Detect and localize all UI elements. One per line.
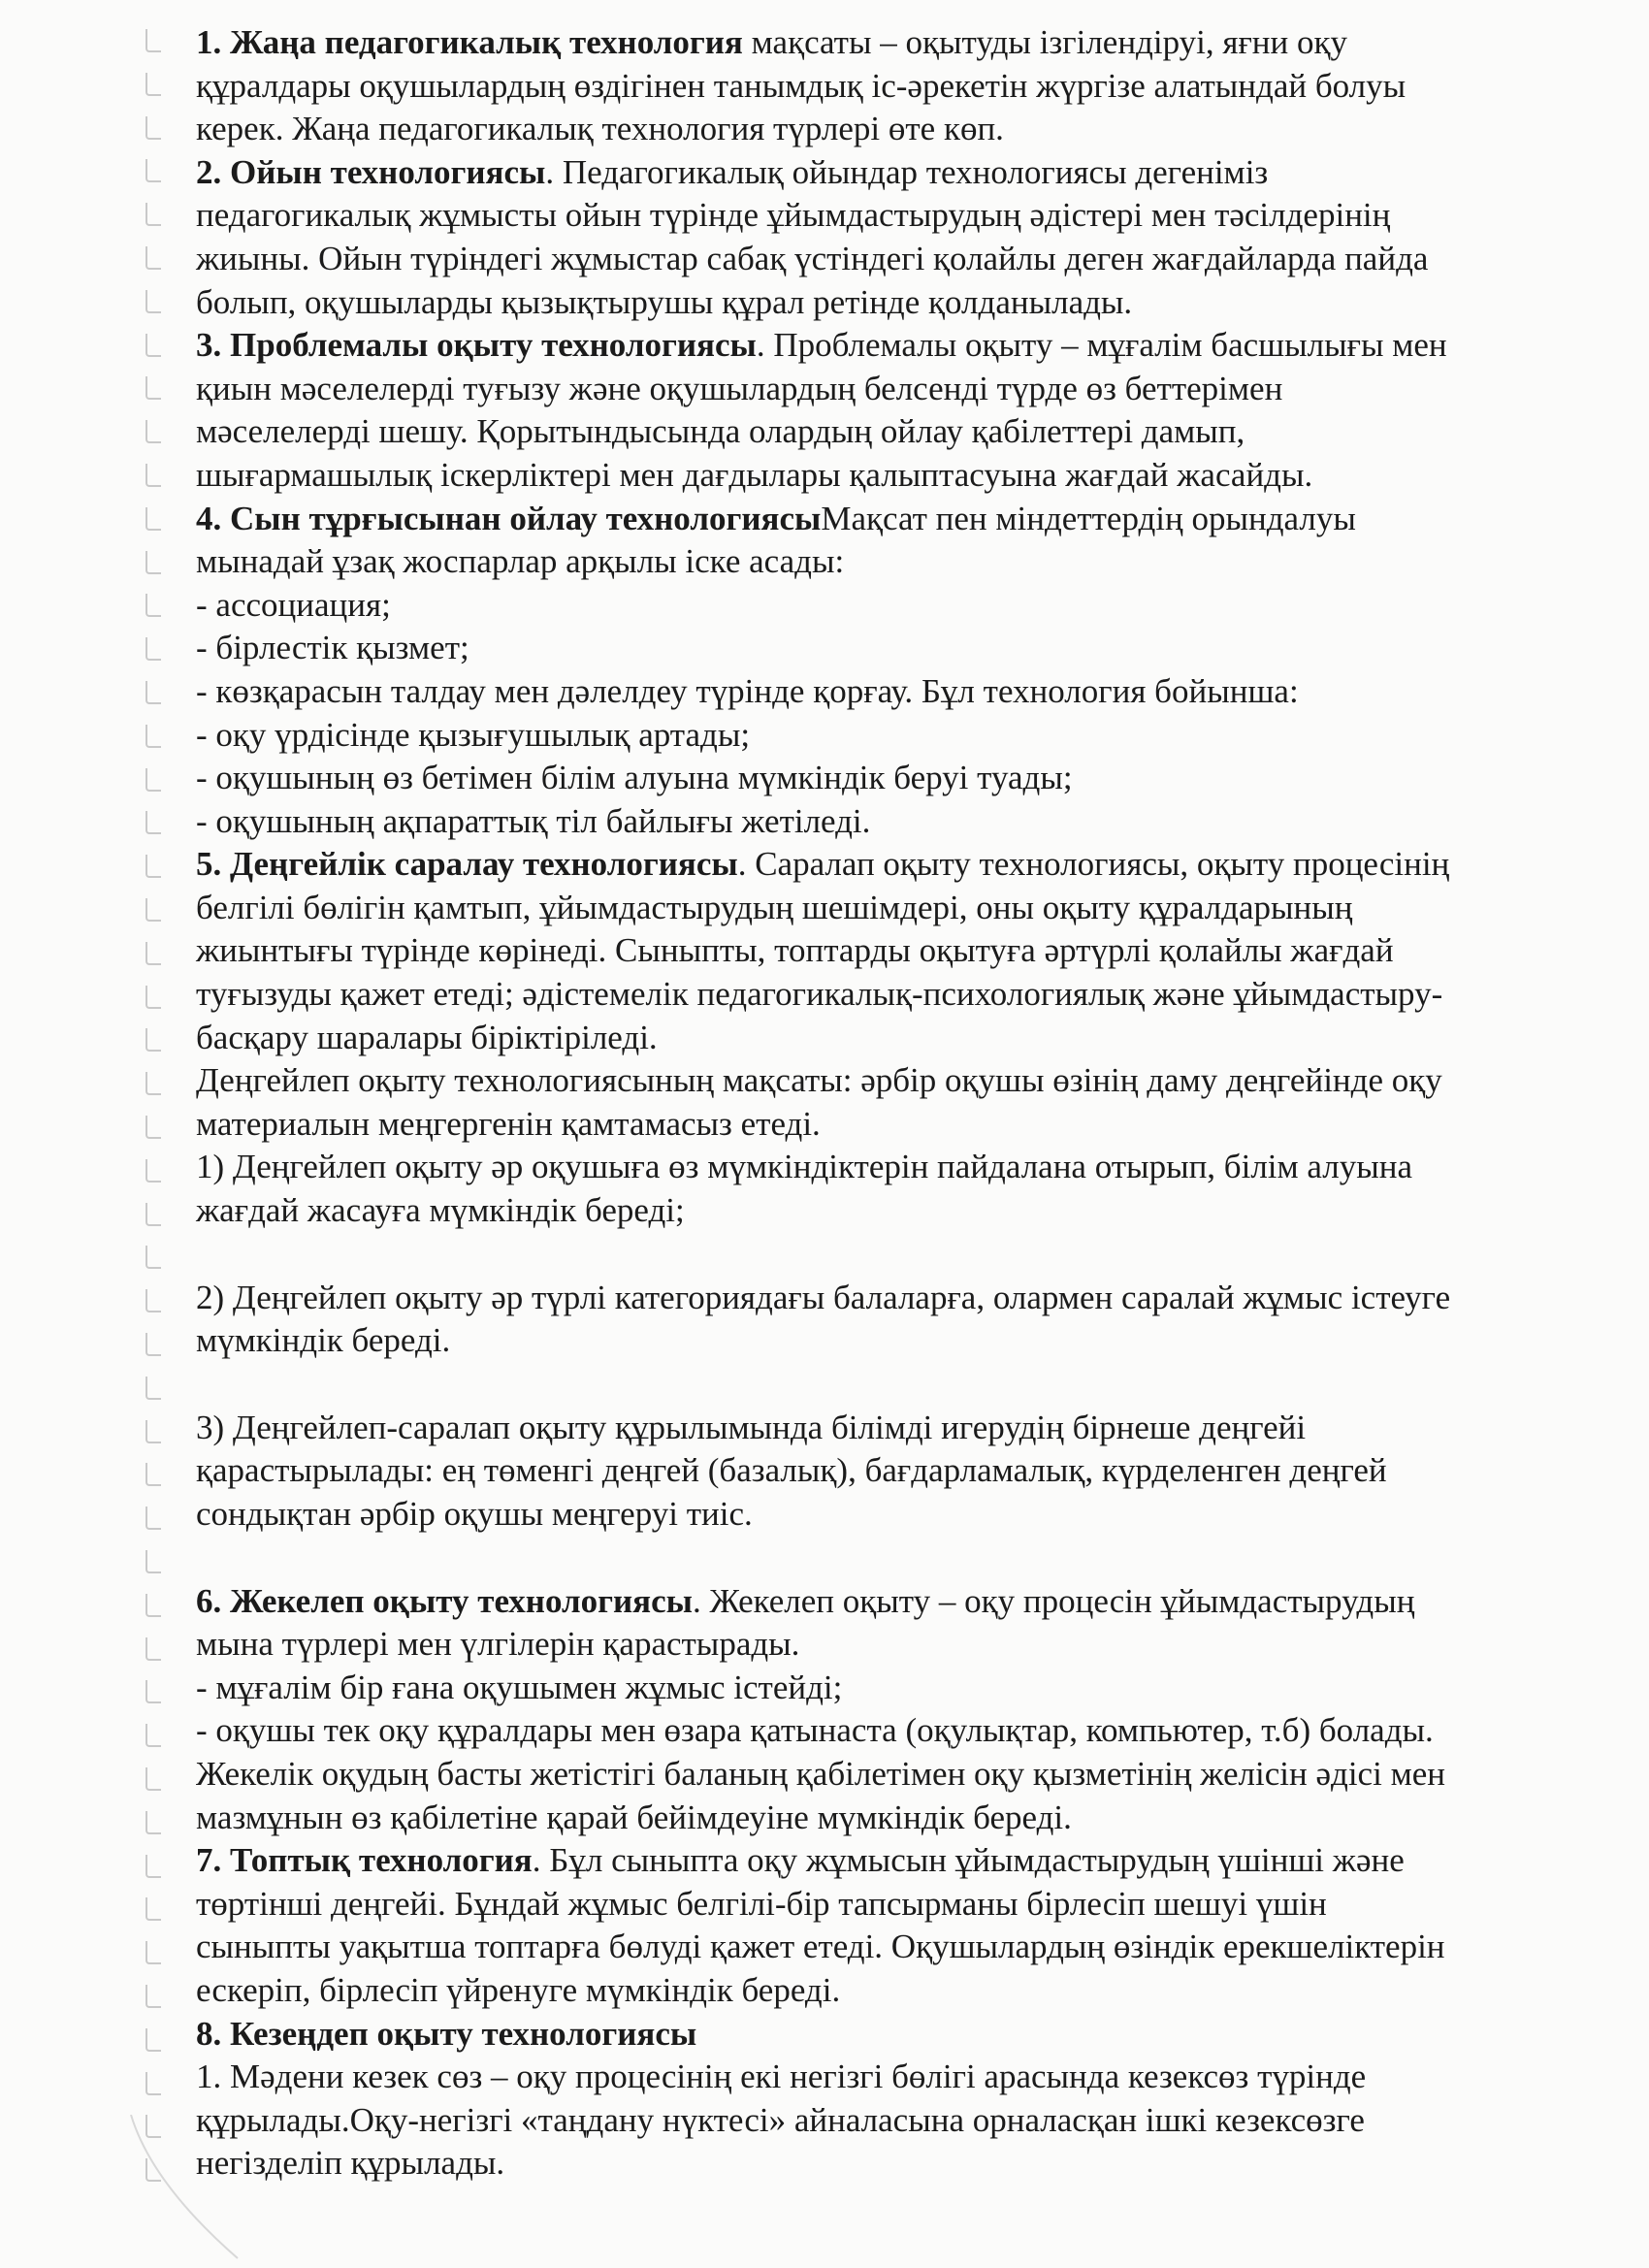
section-8 — [196, 2013, 1602, 2186]
section-2 — [196, 151, 1602, 324]
binding-ring-mark — [146, 1289, 161, 1312]
binding-ring-mark — [146, 811, 161, 834]
section-8-title: 8. Кезеңдеп оқыту технологиясы — [196, 2014, 697, 2053]
section-7-title: 7. Топтық технология — [196, 1841, 533, 1880]
blank-line — [196, 1233, 1602, 1277]
section-5-point-2-line-2: мүмкіндік береді. — [196, 1321, 451, 1360]
section-3 — [196, 324, 1602, 497]
binding-ring-mark — [146, 73, 161, 96]
binding-ring-mark — [146, 1028, 161, 1052]
binding-ring-mark — [146, 334, 161, 357]
binding-ring-mark — [146, 464, 161, 487]
section-4-line-1: 4. Сын тұрғысынан ойлау технологиясыМақсат пен міндеттердің орындалуы — [196, 499, 1356, 537]
section-4-title: 4. Сын тұрғысынан ойлау технологиясы — [196, 499, 822, 537]
section-1 — [196, 21, 1602, 151]
section-5-point-3-line-3: сондықтан әрбір оқушы меңгеруі тиіс. — [196, 1495, 753, 1533]
section-2-line-2: педагогикалық жұмысты ойын түрінде ұйымдастырудың әдістері мен тәсілдерінің — [196, 196, 1391, 235]
blank-line — [196, 1537, 1602, 1580]
binding-ring-mark — [146, 942, 161, 965]
binding-ring-mark — [146, 507, 161, 531]
binding-ring-mark — [146, 1072, 161, 1095]
binding-ring-mark — [146, 290, 161, 313]
section-7-line-3: сыныпты уақытша топтарға бөлуді қажет етеді. Оқушылардың өзіндік ерекшеліктерін — [196, 1928, 1445, 1966]
section-6-line-4: - оқушы тек оқу құралдары мен өзара қатынаста (оқулықтар, компьютер, т.б) болады. — [196, 1711, 1434, 1750]
binding-ring-mark — [146, 1767, 161, 1791]
binding-ring-mark — [146, 1246, 161, 1269]
binding-ring-mark — [146, 551, 161, 574]
binding-ring-mark — [146, 203, 161, 226]
section-5-line-2: белгілі бөлігін қамтып, ұйымдастырудың шешімдері, оны оқыту құралдарының — [196, 888, 1353, 926]
binding-ring-mark — [146, 420, 161, 443]
binding-ring-mark — [146, 1116, 161, 1139]
section-3-title: 3. Проблемалы оқыту технологиясы — [196, 326, 757, 365]
binding-ring-mark — [146, 1463, 161, 1486]
section-3-line-2: қиын мәселелерді туғызу және оқушылардың белсенді түрде өз беттерімен — [196, 369, 1283, 407]
section-2-line-4: болып, оқушыларды қызықтырушы құрал ретінде қолданылады. — [196, 282, 1133, 321]
section-2-line-3: жиыны. Ойын түріндегі жұмыстар сабақ үстіндегі қолайлы деген жағдайларда пайда — [196, 239, 1429, 277]
blank-line — [196, 1363, 1602, 1407]
binding-ring-mark — [146, 376, 161, 400]
section-1-line-1: 1. Жаңа педагогикалық технология мақсаты – оқытуды ізгілендіруі, яғни оқу — [196, 23, 1348, 61]
section-5 — [196, 843, 1602, 1579]
binding-ring-mark — [146, 768, 161, 792]
section-1-line-3: керек. Жаңа педагогикалық технология түрлері өте көп. — [196, 110, 1004, 148]
binding-ring-mark — [146, 1985, 161, 2008]
binding-ring-mark — [146, 594, 161, 617]
section-6-line-5: Жекелік оқудың басты жетістігі баланың қабілетімен оқу қызметінің желісін әдісі мен — [196, 1754, 1445, 1793]
page-corner-crease — [126, 2115, 242, 2260]
section-4-list-item: - көзқарасын талдау мен дәлелдеу түрінде қорғау. Бұл технология бойынша: — [196, 671, 1299, 710]
binding-ring-mark — [146, 1333, 161, 1356]
section-7-line-2: төртінші деңгейі. Бұндай жұмыс белгілі-бір тапсырманы бірлесіп шешуі үшін — [196, 1884, 1327, 1923]
binding-ring-mark — [146, 2028, 161, 2052]
section-5-line-1: 5. Деңгейлік саралау технологиясы. Саралап оқыту технологиясы, оқыту процесінің — [196, 845, 1450, 884]
section-4-line-2: мынадай ұзақ жоспарлар арқылы іске асады: — [196, 542, 845, 581]
binding-ring-mark — [146, 1941, 161, 1964]
section-6-line-3: - мұғалім бір ғана оқушымен жұмыс істейді; — [196, 1668, 843, 1706]
section-8-line-1 — [196, 2013, 1602, 2057]
document-body — [196, 21, 1602, 2186]
binding-ring-mark — [146, 1637, 161, 1661]
section-2-line-1: 2. Ойын технологиясы. Педагогикалық ойындар технологиясы дегеніміз — [196, 152, 1269, 191]
binding-ring-mark — [146, 1897, 161, 1921]
binding-ring-mark — [146, 246, 161, 270]
binding-ring-mark — [146, 1811, 161, 1834]
section-4-list-item: - оқу үрдісінде қызығушылық артады; — [196, 715, 751, 754]
section-5-title: 5. Деңгейлік саралау технологиясы — [196, 845, 738, 884]
binding-ring-mark — [146, 1550, 161, 1573]
binding-ring-mark — [146, 1724, 161, 1747]
section-6-line-2: мына түрлері мен үлгілерін қарастырады. — [196, 1625, 800, 1664]
binding-ring-mark — [146, 986, 161, 1009]
section-4-list-item: - оқушының ақпараттық тіл байлығы жетіледі. — [196, 801, 871, 840]
binding-ring-mark — [146, 725, 161, 748]
section-5-point-3-line-2: қарастырылады: ең төменгі деңгей (базалық), бағдарламалық, күрделенген деңгей — [196, 1451, 1387, 1490]
section-7-line-1: 7. Топтық технология. Бұл сыныпта оқу жұмысын ұйымдастырудың үшінші және — [196, 1841, 1405, 1880]
section-8-line-3: құрылады.Оқу-негізгі «таңдану нүктесі» айналасына орналасқан ішкі кезексөзге — [196, 2100, 1365, 2139]
section-5-point-1-line-1: 1) Деңгейлеп оқыту әр оқушыға өз мүмкіндіктерін пайдалана отырып, білім алуына — [196, 1148, 1413, 1186]
section-6-title: 6. Жекелеп оқыту технологиясы — [196, 1581, 693, 1620]
section-6-line-1: 6. Жекелеп оқыту технологиясы. Жекелеп оқыту – оқу процесін ұйымдастырудың — [196, 1581, 1415, 1620]
section-5-line-6: Деңгейлеп оқыту технологиясының мақсаты: әрбір оқушы өзінің даму деңгейінде оқу — [196, 1061, 1442, 1100]
binding-ring-mark — [146, 29, 161, 52]
section-8-line-4: негізделіп құрылады. — [196, 2144, 505, 2183]
binding-ring-mark — [146, 855, 161, 878]
binding-ring-mark — [146, 1594, 161, 1617]
section-5-line-5: басқару шаралары біріктіріледі. — [196, 1018, 658, 1056]
section-4-list-item: - ассоциация; — [196, 585, 391, 624]
binding-ring-mark — [146, 116, 161, 140]
section-6-line-6: мазмұнын өз қабілетіне қарай бейімдеуіне мүмкіндік береді. — [196, 1798, 1072, 1836]
section-8-line-2: 1. Мәдени кезек сөз – оқу процесінің екі негізгі бөлігі арасында кезексөз түрінде — [196, 2057, 1367, 2096]
binding-ring-mark — [146, 2072, 161, 2095]
binding-ring-mark — [146, 898, 161, 922]
section-4 — [196, 498, 1602, 844]
section-5-line-7: материалын меңгергенін қамтамасыз етеді. — [196, 1104, 821, 1143]
section-5-point-2-line-1: 2) Деңгейлеп оқыту әр түрлі категориядағы балаларға, олармен саралай жұмыс істеуге — [196, 1278, 1451, 1316]
section-2-title: 2. Ойын технологиясы — [196, 152, 546, 191]
binding-ring-mark — [146, 1159, 161, 1183]
section-5-line-4: туғызуды қажет етеді; әдістемелік педагогикалық-психологиялық және ұйымдастыру- — [196, 975, 1443, 1014]
binding-ring-mark — [146, 159, 161, 182]
section-6 — [196, 1580, 1602, 1840]
section-1-title: 1. Жаңа педагогикалық технология — [196, 23, 743, 61]
section-4-list-item: - оқушының өз бетімен білім алуына мүмкіндік беруі туады; — [196, 759, 1073, 797]
section-3-line-4: шығармашылық іскерліктері мен дағдылары қалыптасуына жағдай жасайды. — [196, 455, 1313, 494]
section-7 — [196, 1839, 1602, 2012]
section-4-list-item: - бірлестік қызмет; — [196, 629, 469, 667]
binding-ring-mark — [146, 637, 161, 661]
section-7-line-4: ескеріп, бірлесіп үйренуге мүмкіндік береді. — [196, 1970, 841, 2009]
binding-margin-marks — [142, 29, 171, 2202]
section-5-point-3-line-1: 3) Деңгейлеп-саралап оқыту құрылымында білімді игерудің бірнеше деңгейі — [196, 1408, 1307, 1446]
binding-ring-mark — [146, 681, 161, 704]
binding-ring-mark — [146, 1377, 161, 1400]
section-5-point-1-line-2: жағдай жасауға мүмкіндік береді; — [196, 1191, 685, 1230]
section-3-line-1: 3. Проблемалы оқыту технологиясы. Проблемалы оқыту – мұғалім басшылығы мен — [196, 326, 1447, 365]
section-5-line-3: жиынтығы түрінде көрінеді. Сыныпты, топтарды оқытуға әртүрлі қолайлы жағдай — [196, 931, 1394, 970]
binding-ring-mark — [146, 1203, 161, 1226]
section-1-line-2: құралдары оқушылардың өздігінен танымдық іс-әрекетін жүргізе алатындай болуы — [196, 66, 1406, 105]
binding-ring-mark — [146, 1420, 161, 1443]
binding-ring-mark — [146, 1507, 161, 1530]
section-3-line-3: мәселелерді шешу. Қорытындысында олардың ойлау қабілеттері дамып, — [196, 412, 1245, 451]
binding-ring-mark — [146, 1680, 161, 1703]
binding-ring-mark — [146, 1855, 161, 1878]
